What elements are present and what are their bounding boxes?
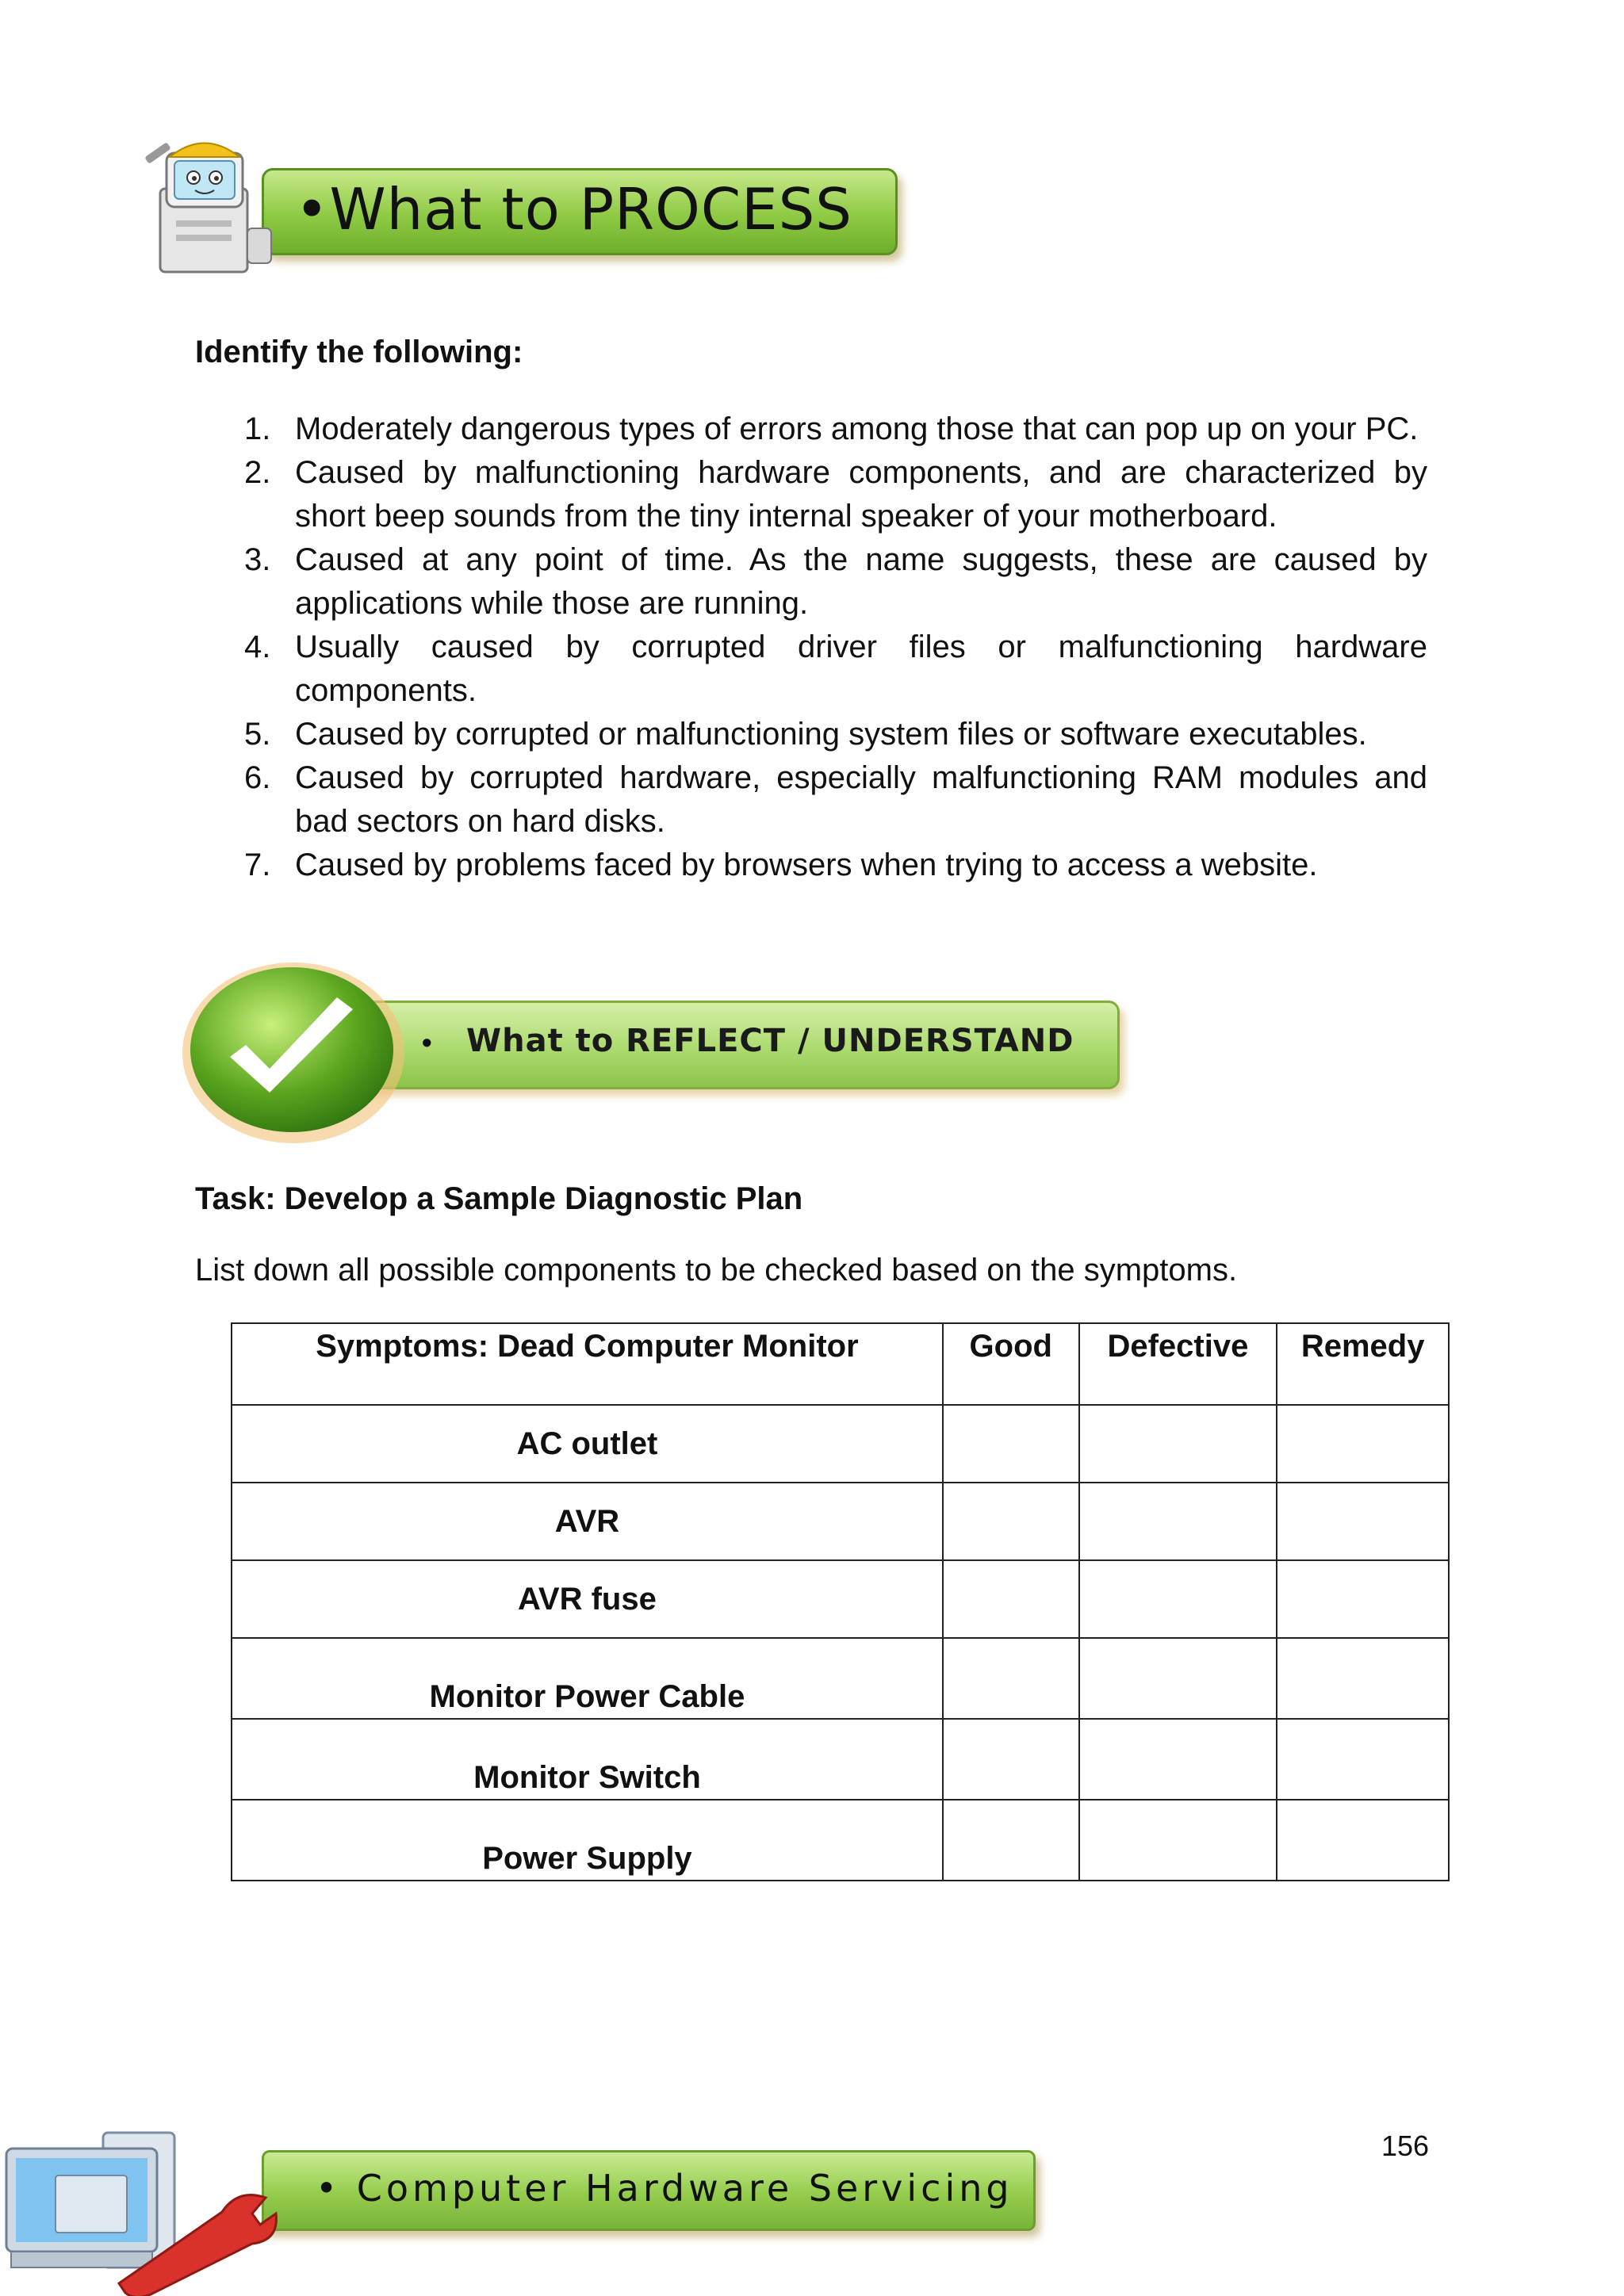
computer-wrench-icon	[0, 2125, 285, 2296]
task-heading: Task: Develop a Sample Diagnostic Plan	[195, 1181, 803, 1216]
component-cell: Monitor Switch	[232, 1719, 943, 1800]
footer-label: • Computer Hardware Servicing	[316, 2167, 1013, 2210]
list-item: 7. Caused by problems faced by browsers when trying to access a website.	[244, 848, 1318, 882]
robot-mascot-icon	[128, 133, 287, 292]
reflect-banner-label: What to REFLECT / UNDERSTAND	[466, 1023, 1074, 1059]
good-cell[interactable]	[943, 1560, 1079, 1638]
defective-cell[interactable]	[1079, 1560, 1277, 1638]
reflect-banner-bullet: •	[422, 1026, 432, 1058]
remedy-cell[interactable]	[1277, 1560, 1449, 1638]
good-cell[interactable]	[943, 1800, 1079, 1881]
header-good: Good	[943, 1323, 1079, 1405]
table-row	[232, 1800, 1449, 1881]
table-row	[232, 1483, 1449, 1560]
component-cell: AVR	[232, 1483, 943, 1560]
identify-heading: Identify the following:	[195, 335, 523, 369]
identify-list	[244, 408, 1427, 887]
table-row	[232, 1560, 1449, 1638]
remedy-cell[interactable]	[1277, 1483, 1449, 1560]
good-cell[interactable]	[943, 1483, 1079, 1560]
list-item: 3. Caused at any point of time. As the name suggests, these are caused by applications while those are running.	[244, 542, 1427, 621]
component-cell: AC outlet	[232, 1405, 943, 1483]
remedy-cell[interactable]	[1277, 1638, 1449, 1719]
table-row	[232, 1405, 1449, 1483]
defective-cell[interactable]	[1079, 1483, 1277, 1560]
defective-cell[interactable]	[1079, 1405, 1277, 1483]
good-cell[interactable]	[943, 1405, 1079, 1483]
header-remedy: Remedy	[1277, 1323, 1449, 1405]
component-cell: Power Supply	[232, 1800, 943, 1881]
table-row	[232, 1719, 1449, 1800]
process-banner-label: •What to PROCESS	[295, 176, 852, 243]
header-symptoms: Symptoms: Dead Computer Monitor	[232, 1323, 943, 1405]
header-defective: Defective	[1079, 1323, 1277, 1405]
checkmark-icon	[182, 958, 412, 1148]
list-item: 4. Usually caused by corrupted driver files or malfunctioning hardware components.	[244, 629, 1427, 708]
defective-cell[interactable]	[1079, 1638, 1277, 1719]
remedy-cell[interactable]	[1277, 1800, 1449, 1881]
good-cell[interactable]	[943, 1719, 1079, 1800]
remedy-cell[interactable]	[1277, 1405, 1449, 1483]
diagnostic-table	[231, 1322, 1450, 1881]
task-instruction: List down all possible components to be checked based on the symptoms.	[195, 1253, 1238, 1288]
defective-cell[interactable]	[1079, 1719, 1277, 1800]
list-item: 6. Caused by corrupted hardware, especially malfunctioning RAM modules and bad sectors on hard disks.	[244, 760, 1427, 839]
remedy-cell[interactable]	[1277, 1719, 1449, 1800]
component-cell: Monitor Power Cable	[232, 1638, 943, 1719]
table-row	[232, 1638, 1449, 1719]
defective-cell[interactable]	[1079, 1800, 1277, 1881]
good-cell[interactable]	[943, 1638, 1079, 1719]
component-cell: AVR fuse	[232, 1560, 943, 1638]
list-item: 2. Caused by malfunctioning hardware components, and are characterized by short beep sounds from the tiny internal speaker of your motherboard.	[244, 455, 1427, 534]
page-number: 156	[1381, 2130, 1430, 2162]
list-item: 1. Moderately dangerous types of errors among those that can pop up on your PC.	[244, 411, 1419, 446]
table-header-row	[232, 1323, 1449, 1405]
list-item: 5. Caused by corrupted or malfunctioning system files or software executables.	[244, 717, 1367, 752]
